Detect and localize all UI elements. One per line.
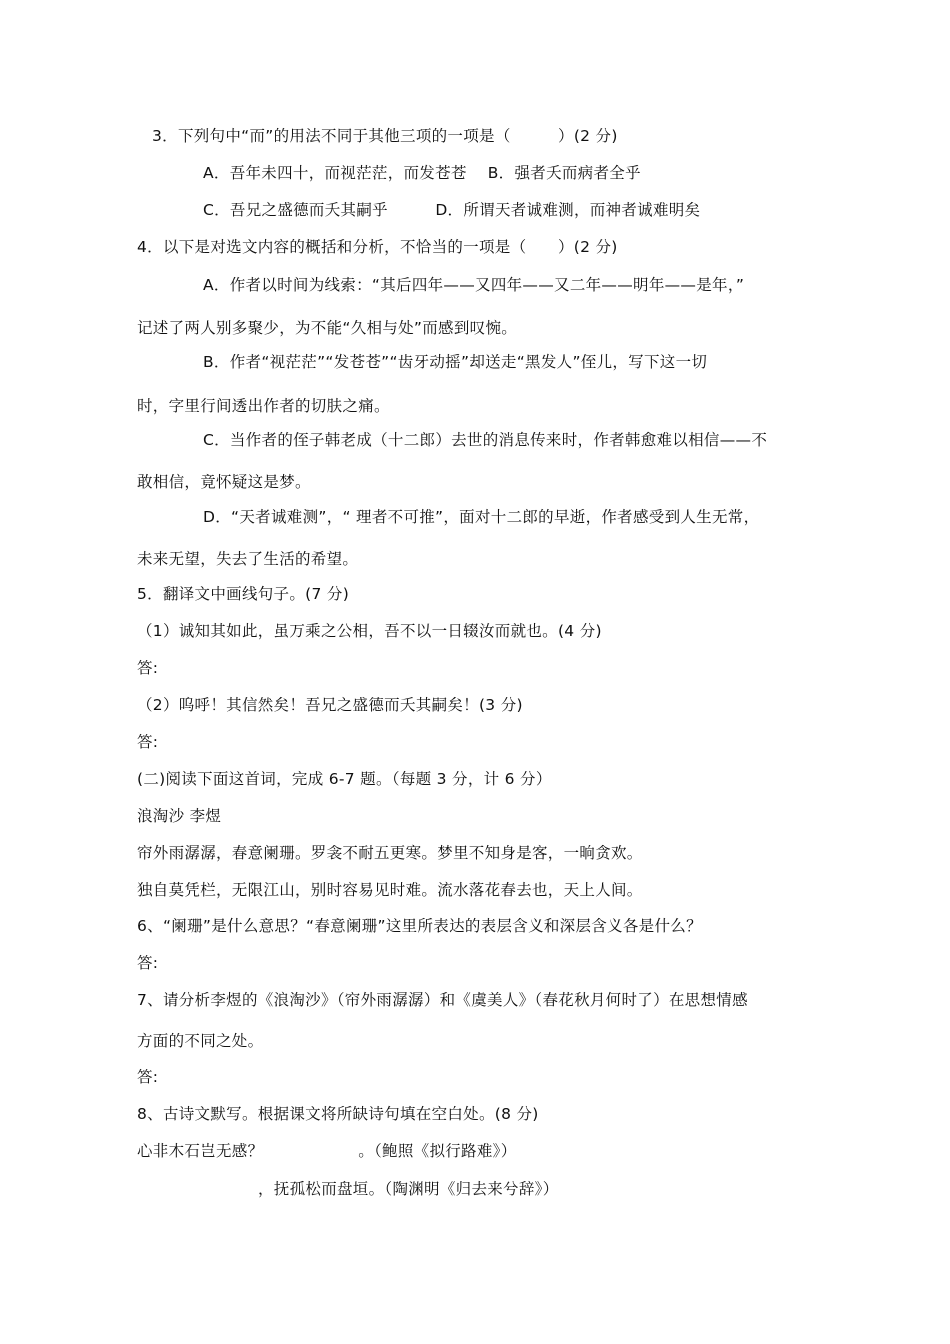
q5-answer-1-label: 答: <box>137 659 159 677</box>
q8-dictation-line1: 心非木石岂无感？ 。（鲍照《拟行路难》） <box>137 1142 517 1160</box>
q6-answer-label: 答: <box>137 954 159 972</box>
section-2-heading: (二)阅读下面这首词，完成 6-7 题。（每题 3 分，计 6 分） <box>137 770 552 788</box>
q8-stem: 8、古诗文默写。根据课文将所缺诗句填在空白处。(8 分) <box>137 1105 539 1123</box>
q5-answer-2-label: 答: <box>137 733 159 751</box>
q3-options-cd: C．吾兄之盛德而夭其嗣乎 D．所谓天者诚难测，而神者诚难明矣 <box>203 201 701 219</box>
q4-option-a-line2: 记述了两人别多聚少，为不能“久相与处”而感到叹惋。 <box>137 319 518 337</box>
q5-sentence-1: （1）诚知其如此，虽万乘之公相，吾不以一日辍汝而就也。(4 分) <box>137 622 602 640</box>
q4-option-c-line2: 敢相信，竟怀疑这是梦。 <box>137 473 311 491</box>
q3-stem: 3．下列句中“而”的用法不同于其他三项的一项是（ ）(2 分) <box>152 127 618 145</box>
q5-stem: 5．翻译文中画线句子。(7 分) <box>137 585 350 603</box>
q4-option-a-line1: A．作者以时间为线索：“其后四年——又四年——又二年——明年——是年，” <box>203 276 745 294</box>
q6-stem: 6、“阑珊”是什么意思？“春意阑珊”这里所表达的表层含义和深层含义各是什么？ <box>137 917 702 935</box>
q3-options-ab: A．吾年未四十，而视茫茫，而发苍苍 B．强者夭而病者全乎 <box>203 164 641 182</box>
q4-option-c-line1: C．当作者的侄子韩老成（十二郎）去世的消息传来时，作者韩愈难以相信——不 <box>203 431 768 449</box>
q4-option-b-line2: 时，字里行间透出作者的切肤之痛。 <box>137 397 390 415</box>
q8-dictation-line2: ，抚孤松而盘垣。（陶渊明《归去来兮辞》） <box>258 1180 559 1198</box>
poem-line-2: 独自莫凭栏，无限江山，别时容易见时难。流水落花春去也，天上人间。 <box>137 881 643 899</box>
poem-title: 浪淘沙 李煜 <box>137 807 222 825</box>
q5-sentence-2: （2）呜呼！其信然矣！吾兄之盛德而夭其嗣矣！(3 分) <box>137 696 523 714</box>
q7-answer-label: 答: <box>137 1068 159 1086</box>
q4-option-d-line1: D．“天者诚难测”，“ 理者不可推”，面对十二郎的早逝，作者感受到人生无常， <box>203 508 760 526</box>
q4-stem: 4．以下是对选文内容的概括和分析，不恰当的一项是（ ）(2 分) <box>137 238 618 256</box>
q7-stem-line2: 方面的不同之处。 <box>137 1032 264 1050</box>
q4-option-d-line2: 未来无望，失去了生活的希望。 <box>137 550 359 568</box>
q4-option-b-line1: B．作者“视茫茫”“发苍苍”“齿牙动摇”却送走“黑发人”侄儿，写下这一切 <box>203 353 708 371</box>
q7-stem-line1: 7、请分析李煜的《浪淘沙》（帘外雨潺潺）和《虞美人》（春花秋月何时了）在思想情感 <box>137 991 748 1009</box>
poem-line-1: 帘外雨潺潺，春意阑珊。罗衾不耐五更寒。梦里不知身是客，一晌贪欢。 <box>137 844 643 862</box>
